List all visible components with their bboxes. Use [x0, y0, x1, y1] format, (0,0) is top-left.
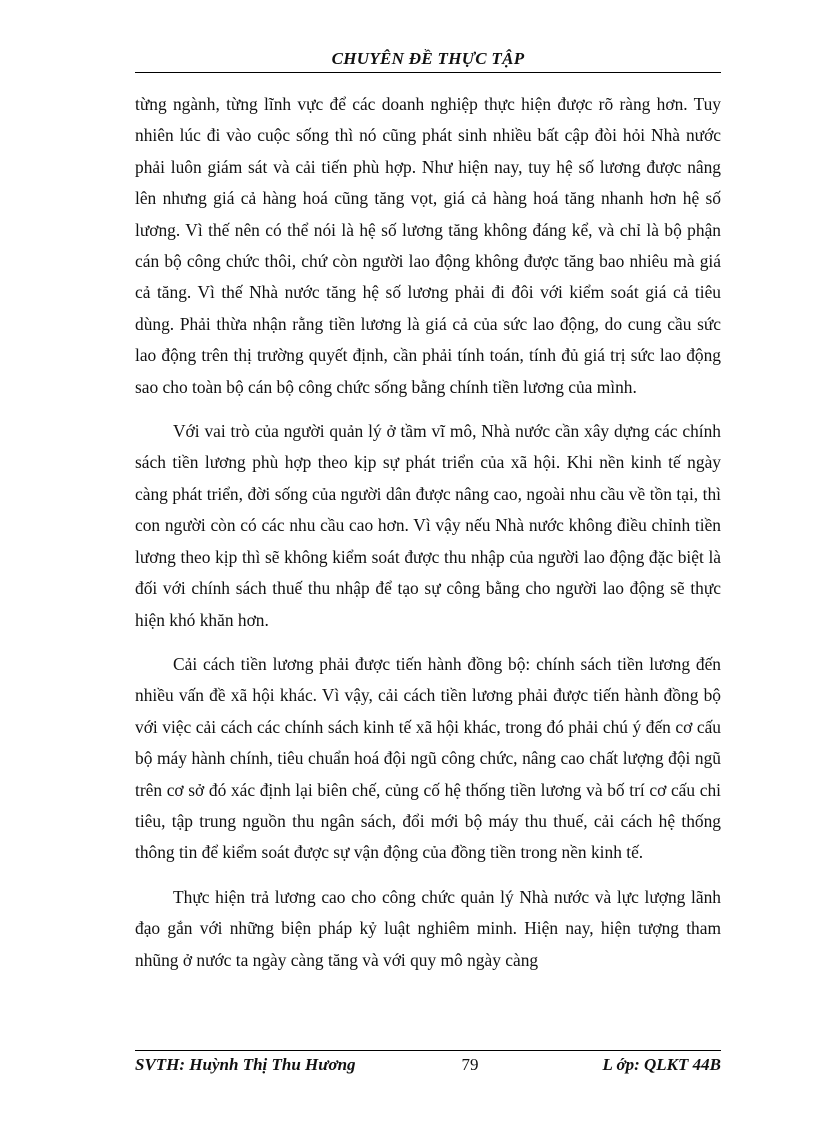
- paragraph-macro-role: Với vai trò của người quản lý ở tầm vĩ mô, Nhà nước cần xây dựng các chính sách tiền lương phù hợp theo kịp sự phát triển của xã hội. Khi nền kinh tế ngày càng phát triển, đời sống của người dân được nâng cao, ngoài nhu cầu về tồn tại, thì con người còn có các nhu cầu cao hơn. Vì vậy nếu Nhà nước không điều chỉnh tiền lương theo kịp thì sẽ không kiểm soát được thu nhập của người lao động đặc biệt là đối với chính sách thuế thu nhập để tạo sự công bằng cho người lao động sẽ thực hiện khó khăn hơn.: [135, 421, 721, 630]
- footer-page-number: 79: [461, 1055, 479, 1074]
- page-header: [135, 46, 721, 73]
- footer-class: L ớp: QLKT 44B: [602, 1055, 721, 1074]
- paragraph-continued: từng ngành, từng lĩnh vực để các doanh nghiệp thực hiện được rõ ràng hơn. Tuy nhiên lúc đi vào cuộc sống thì nó cũng phát sinh nhiều bất cập đòi hỏi Nhà nước phải luôn giám sát và cải tiến phù hợp. Như hiện nay, tuy hệ số lương được nâng lên nhưng giá cả hàng hoá cũng tăng vọt, giá cả hàng hoá tăng nhanh hơn hệ số lương. Vì thế nên có thể nói là hệ số lương tăng không đáng kể, và chỉ là bộ phận cán bộ công chức thôi, chứ còn người lao động không được tăng bao nhiêu mà giá cả tăng. Vì thế Nhà nước tăng hệ số lương phải đi đôi với kiểm soát giá cả tiêu dùng. Phải thừa nhận rằng tiền lương là giá cả của sức lao động, do cung cầu sức lao động trên thị trường quyết định, cần phải tính toán, tính đủ giá trị sức lao động sao cho toàn bộ cán bộ công chức sống bằng chính tiền lương của mình.: [135, 94, 721, 397]
- document-body: [135, 89, 721, 989]
- paragraph-high-salary: Thực hiện trả lương cao cho công chức quản lý Nhà nước và lực lượng lãnh đạo gắn với những biện pháp kỷ luật nghiêm minh. Hiện nay, hiện tượng tham nhũng ở nước ta ngày càng tăng và với quy mô ngày càng: [135, 886, 721, 970]
- page-footer: [135, 1050, 721, 1081]
- paragraph-wage-reform: Cải cách tiền lương phải được tiến hành đồng bộ: chính sách tiền lương đến nhiều vấn đề xã hội khác. Vì vậy, cải cách tiền lương phải được tiến hành đồng bộ với việc cải cách các chính sách kinh tế xã hội khác, trong đó phải chú ý đến cơ cấu bộ máy hành chính, tiêu chuẩn hoá đội ngũ công chức, nâng cao chất lượng đội ngũ trên cơ sở đó xác định lại biên chế, củng cố hệ thống tiền lương và bố trí cơ cấu chi tiêu, tập trung nguồn thu ngân sách, đổi mới bộ máy thu thuế, cải cách hệ thống thông tin để kiểm soát được sự vận động của đồng tiền trong nền kinh tế.: [135, 653, 721, 863]
- footer-student-name: SVTH: Huỳnh Thị Thu Hương: [135, 1055, 356, 1074]
- document-title: CHUYÊN ĐỀ THỰC TẬP: [331, 49, 525, 68]
